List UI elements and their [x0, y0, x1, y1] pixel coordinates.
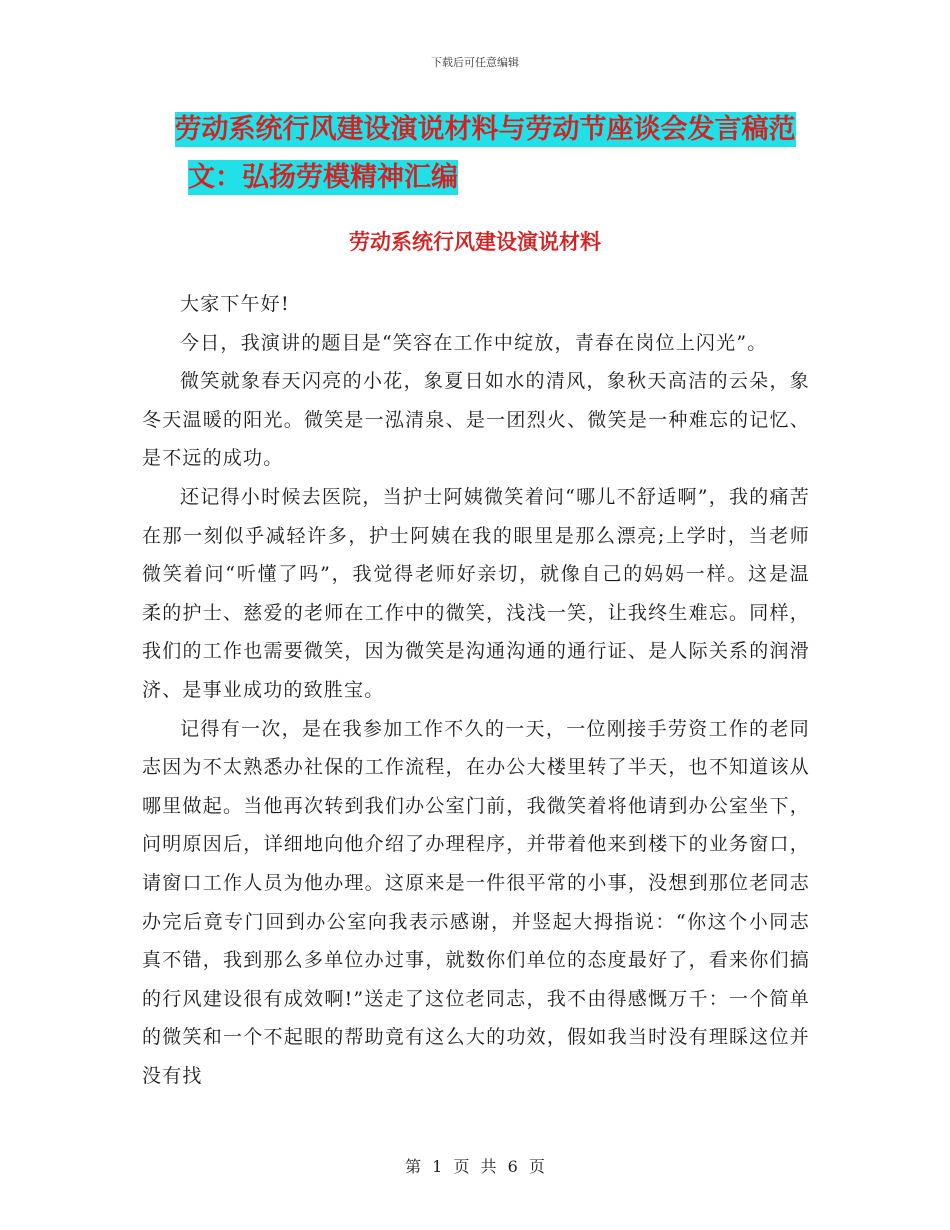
- document-body: [142, 285, 810, 1095]
- paragraph-story: 记得有一次，是在我参加工作不久的一天，一位刚接手劳资工作的老同志因为不太熟悉办社保的工作流程，在办公大楼里转了半天，也不知道该从哪里做起。当他再次转到我们办公室门前，我微笑着将他请到办公室坐下，问明原因后，详细地向他介绍了办理程序，并带着他来到楼下的业务窗口，请窗口工作人员为他办理。这原来是一件很平常的小事，没想到那位老同志办完后竟专门回到办公室向我表示感谢，并竖起大拇指说：“你这个小同志真不错，我到那么多单位办过事，就数你们单位的态度最好了，看来你们搞的行风建设很有成效啊!”送走了这位老同志，我不由得感慨万千：一个简单的微笑和一个不起眼的帮助竟有这么大的功效，假如我当时没有理睬这位并没有找: [142, 717, 810, 1087]
- paragraph-memory: 还记得小时候去医院，当护士阿姨微笑着问“哪儿不舒适啊”，我的痛苦在那一刻似乎减轻许多，护士阿姨在我的眼里是那么漂亮;上学时，当老师微笑着问“听懂了吗”，我觉得老师好亲切，就像自己的妈妈一样。这是温柔的护士、慈爱的老师在工作中的微笑，浅浅一笑，让我终生难忘。同样，我们的工作也需要微笑，因为微笑是沟通沟通的通行证、是人际关系的润滑济、是事业成功的致胜宝。: [142, 485, 810, 701]
- paragraph-greeting: 大家下午好!: [180, 293, 290, 315]
- section-heading: 劳动系统行风建设演说材料: [349, 230, 601, 254]
- paragraph-smile: 微笑就象春天闪亮的小花，象夏日如水的清风，象秋天高洁的云朵，象冬天温暖的阳光。微笑是一泓清泉、是一团烈火、微笑是一种难忘的记忆、是不远的成功。: [142, 370, 810, 470]
- title-line-2: 文：弘扬劳模精神汇编: [188, 162, 458, 193]
- page-number: 第 1 页 共 6 页: [405, 1157, 545, 1176]
- title-line-1: 劳动系统行风建设演说材料与劳动节座谈会发言稿范: [174, 114, 796, 145]
- paragraph-topic: 今日，我演讲的题目是“笑容在工作中绽放，青春在岗位上闪光”。: [180, 331, 768, 354]
- page-header-note: 下载后可任意编辑: [431, 56, 519, 69]
- document-title: [140, 106, 830, 202]
